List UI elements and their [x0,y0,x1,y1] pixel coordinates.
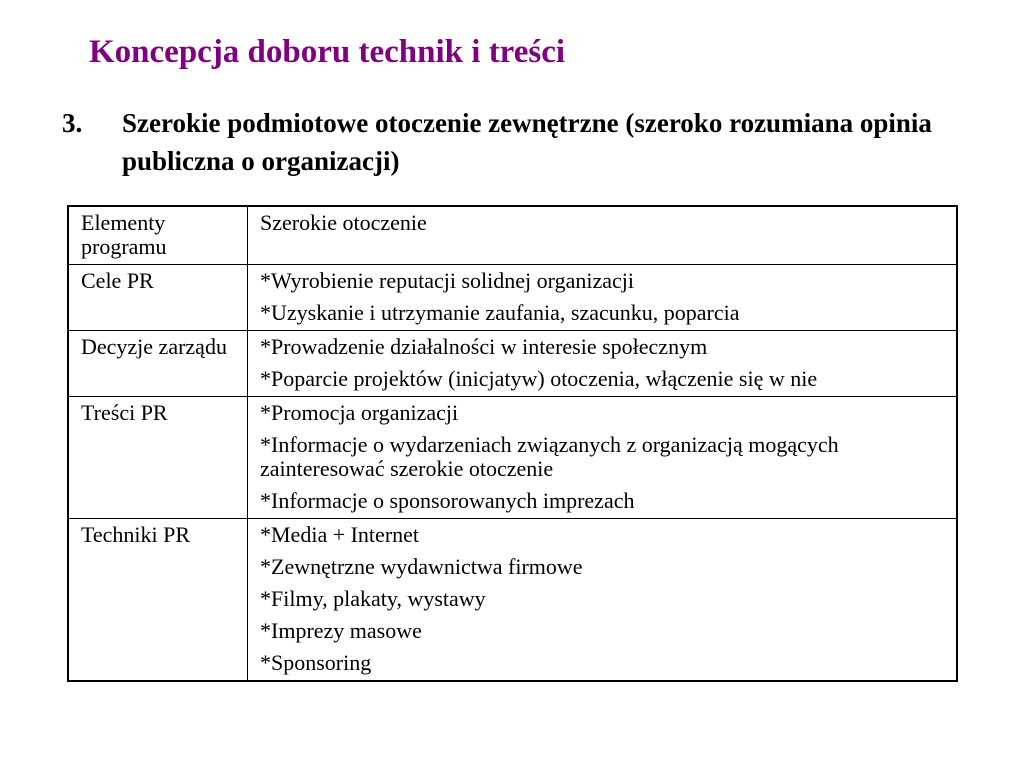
row-entries-cell [248,397,958,519]
row-entries-cell [248,265,958,331]
list-item: *Zewnętrzne wydawnictwa firmowe [260,554,583,579]
row-label-cell: Cele PR [68,265,248,331]
point-text: Szerokie podmiotowe otoczenie zewnętrzne (szeroko rozumiana opinia publiczna o organizacji) [122,108,932,176]
list-item: *Wyrobienie reputacji solidnej organizacji [260,268,634,293]
list-item: *Informacje o wydarzeniach związanych z organizacją mogących zainteresować szerokie otoczenie [260,432,839,481]
list-item: *Informacje o sponsorowanych imprezach [260,488,635,513]
header-label-cell: Elementy programu [68,206,248,265]
table-header-row [68,206,957,265]
row-label-cell: Decyzje zarządu [68,331,248,397]
table-row-decyzje-zarzadu [68,331,957,397]
list-item: *Filmy, plakaty, wystawy [260,586,486,611]
list-item: *Poparcie projektów (inicjatyw) otoczenia, włączenie się w nie [260,366,818,391]
header-value-cell: Szerokie otoczenie [248,206,958,265]
row-label-cell: Techniki PR [68,519,248,682]
point-number: 3. [62,108,83,138]
row-label-cell: Treści PR [68,397,248,519]
row-entries-cell [248,519,958,682]
row-entries-cell [248,331,958,397]
list-item: *Imprezy masowe [260,618,422,643]
program-table [67,205,958,682]
list-item: *Media + Internet [260,522,420,547]
list-item: *Uzyskanie i utrzymanie zaufania, szacunku, poparcia [260,300,740,325]
table-row-tresci-pr [68,397,957,519]
table-row-techniki-pr [68,519,957,682]
list-item: *Prowadzenie działalności w interesie społecznym [260,334,708,359]
list-item: *Sponsoring [260,650,372,675]
slide-title: Koncepcja doboru technik i treści [89,34,566,70]
table-row-cele-pr [68,265,957,331]
list-item: *Promocja organizacji [260,400,459,425]
